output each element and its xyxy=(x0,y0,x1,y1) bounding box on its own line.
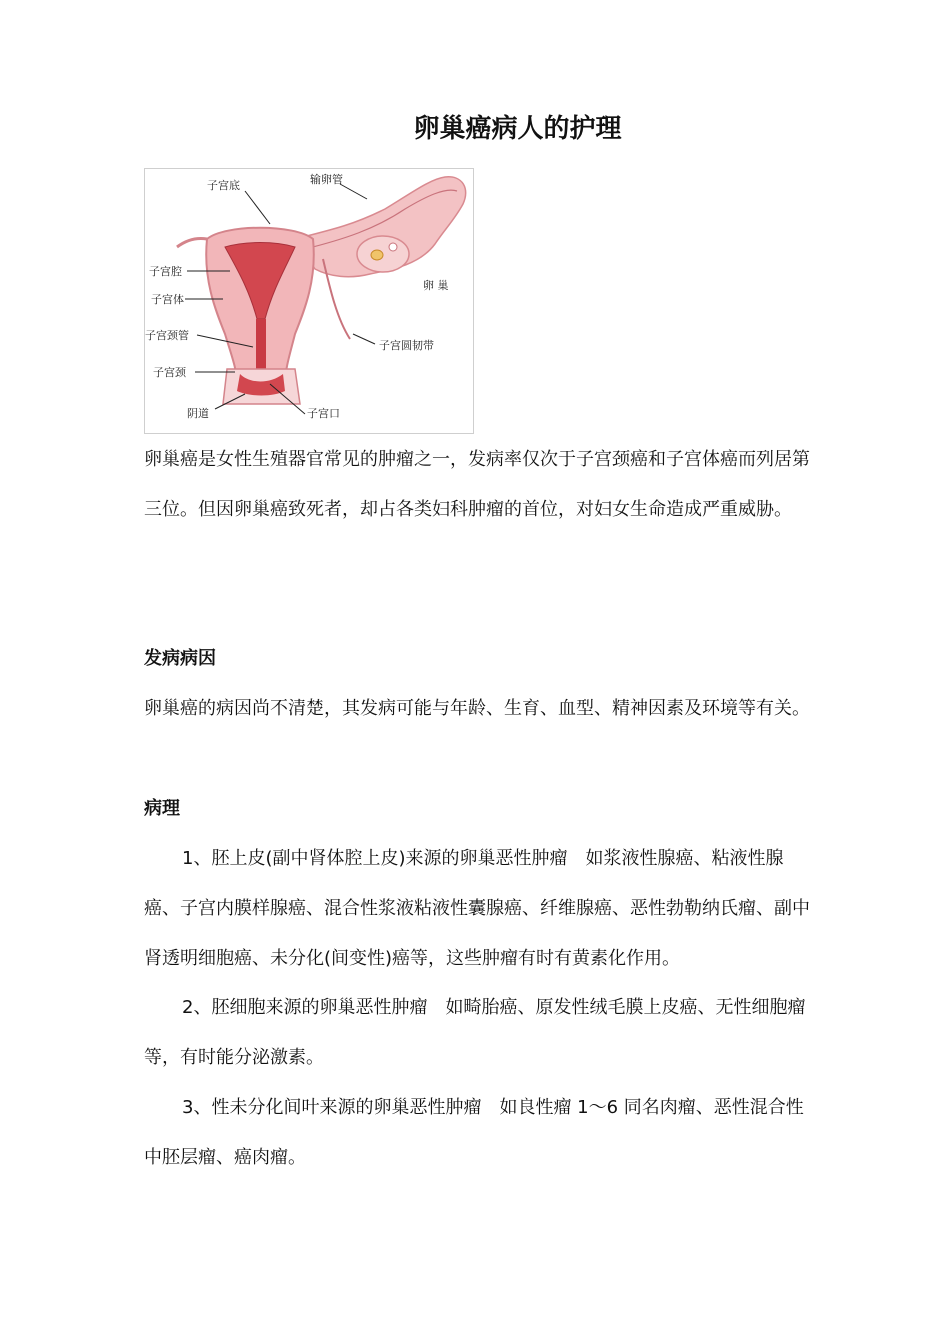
label-fallopian-tube: 输卵管 xyxy=(310,173,343,186)
label-cervix: 子宫颈 xyxy=(153,366,186,379)
label-fundus: 子宫底 xyxy=(207,179,240,192)
section-heading-cause: 发病病因 xyxy=(144,648,216,669)
section-heading-pathology: 病理 xyxy=(144,798,180,819)
pathology-item-3: 3、性未分化间叶来源的卵巢恶性肿瘤 如良性瘤 1～6 同名肉瘤、恶性混合性中胚层瘤、癌肉瘤。 xyxy=(144,1097,804,1168)
label-vagina: 阴道 xyxy=(187,407,209,420)
uterus-anatomy-figure xyxy=(144,168,474,434)
intro-paragraph: 卵巢癌是女性生殖器官常见的肿瘤之一，发病率仅次于子宫颈癌和子宫体癌而列居第三位。但因卵巢癌致死者，却占各类妇科肿瘤的首位，对妇女生命造成严重威胁。 xyxy=(144,449,810,520)
label-cervical-canal: 子宫颈管 xyxy=(145,329,189,342)
label-uterine-body: 子宫体 xyxy=(151,293,184,306)
pathology-item-1: 1、胚上皮(副中肾体腔上皮)来源的卵巢恶性肿瘤 如浆液性腺癌、粘液性腺癌、子宫内膜样腺癌、混合性浆液粘液性囊腺癌、纤维腺癌、恶性勃勒纳氏瘤、副中肾透明细胞癌、未分化(间变性)癌等，这些肿瘤有时有黄素化作用。 xyxy=(144,848,810,969)
label-ovary: 卵 巢 xyxy=(423,279,449,292)
uterus-anatomy-diagram xyxy=(145,169,473,433)
page-title: 卵巢癌病人的护理 xyxy=(413,114,622,144)
cause-paragraph: 卵巢癌的病因尚不清楚，其发病可能与年龄、生育、血型、精神因素及环境等有关。 xyxy=(144,698,810,719)
label-round-ligament: 子宫圆韧带 xyxy=(379,339,434,352)
pathology-item-2: 2、胚细胞来源的卵巢恶性肿瘤 如畸胎癌、原发性绒毛膜上皮癌、无性细胞瘤等，有时能分泌激素。 xyxy=(144,997,806,1068)
label-uterine-cavity: 子宫腔 xyxy=(149,265,182,278)
label-external-os: 子宫口 xyxy=(307,407,340,420)
